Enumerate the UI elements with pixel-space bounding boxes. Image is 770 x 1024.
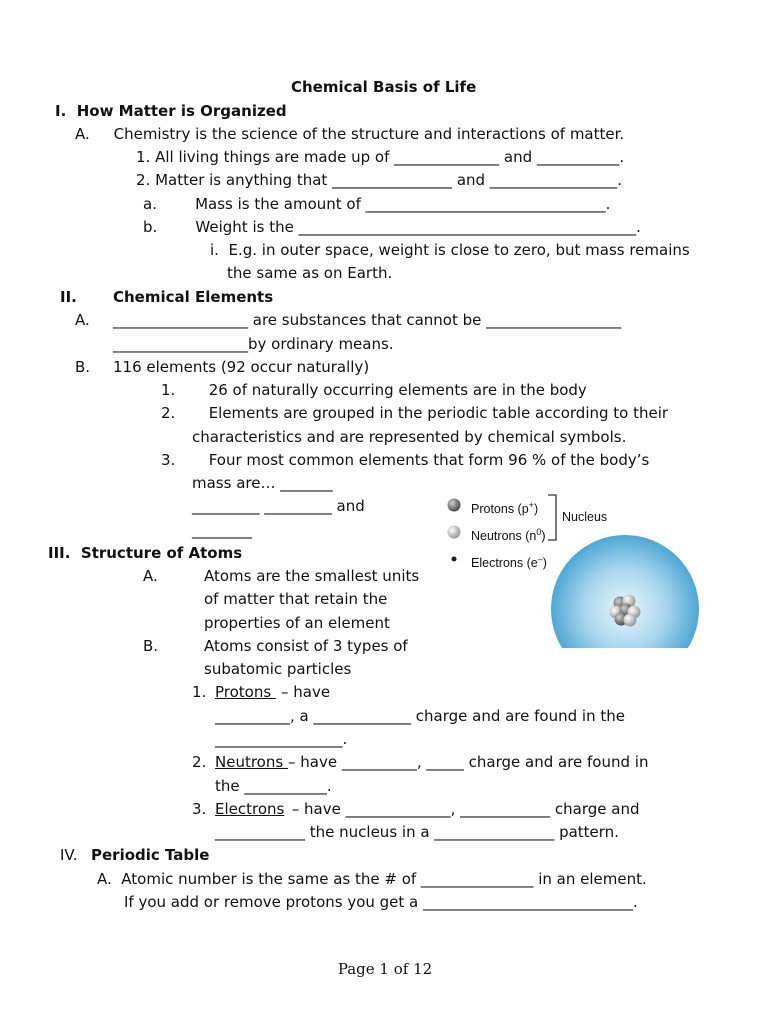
section-4-number: IV. [60,846,78,864]
section-3-item-b1-line2: __________, a _____________ charge and are found in the [215,707,625,725]
neutrons-term: Neutrons [215,753,288,771]
section-1-item-a2: 2. Matter is anything that ________________ and _________________. [136,171,623,189]
section-3-item-b-letter: B. [143,637,159,655]
neutrons-legend-close: ) [541,529,546,544]
section-2-item-b-letter: B. [75,358,91,376]
protons-legend-text: Protons (p [471,502,529,517]
electron-cloud [551,535,699,648]
electron-dot-icon [452,557,457,562]
page-title: Chemical Basis of Life [291,78,477,96]
section-1-item-a2b-i-line2: the same as on Earth. [227,264,393,282]
section-1-item-a1: 1. All living things are made up of ______________ and ___________. [136,148,625,166]
neutrons-legend-text: Neutrons (n [471,529,537,544]
section-2-item-b1: 1. 26 of naturally occurring elements are in the body [161,381,587,399]
section-3-item-b3-rest: – have ______________, ____________ charge and [287,800,640,818]
neutron-dot-icon [448,526,461,539]
section-2-number: II. [60,288,77,306]
nucleus-label: Nucleus [562,510,608,524]
electrons-legend-close: ) [542,556,547,571]
section-2-item-b3-line3: _________ _________ and [192,497,365,515]
section-3-item-b3-number: 3. [192,800,207,818]
section-2-item-b2-line1: 2. Elements are grouped in the periodic table according to their [161,404,669,422]
electrons-legend-sup: – [537,554,543,564]
section-1-item-a: A. Chemistry is the science of the structure and interactions of matter. [75,125,625,143]
neutrons-legend-sup: 0 [536,527,542,537]
section-3-item-a-line2: of matter that retain the [204,590,388,608]
section-1-item-a2b: b. Weight is the _____________________________________________. [143,218,641,236]
section-3-heading: III. Structure of Atoms [48,544,243,562]
section-1-item-a2a: a. Mass is the amount of ________________________________. [143,195,611,213]
section-3-item-a-line1: Atoms are the smallest units [204,567,420,585]
section-1-item-a2b-i-line1: i. E.g. in outer space, weight is close to zero, but mass remains [210,241,690,259]
section-3-item-b1-line3: _________________. [215,730,348,748]
section-2-item-b: 116 elements (92 occur naturally) [113,358,370,376]
section-4-heading: Periodic Table [91,846,210,864]
section-3-item-b2-rest: – have __________, _____ charge and are found in [288,753,649,771]
electrons-legend-text: Electrons (e [471,556,538,571]
section-2-item-b3-line4: ________ [192,521,252,539]
section-2-item-a-letter: A. [75,311,90,329]
section-3-item-b2-number: 2. [192,753,207,771]
section-2-item-a-line2: __________________by ordinary means. [113,335,394,353]
protons-term: Protons [215,683,276,701]
section-4-item-a-line2: If you add or remove protons you get a ____________________________. [124,893,638,911]
section-2-item-b3-line1: 3. Four most common elements that form 96 % of the body’s [161,451,650,469]
section-3-item-b-line2: subatomic particles [204,660,352,678]
section-2-item-b2-line2: characteristics and are represented by chemical symbols. [192,428,627,446]
neutrons-legend-label [471,525,546,543]
protons-legend-close: ) [533,502,539,517]
atom-diagram [438,488,710,648]
section-3-item-b1-rest: – have [281,683,331,701]
section-3-item-b3-line2: ____________ the nucleus in a ________________ pattern. [215,823,619,841]
section-3-item-a-line3: properties of an element [204,614,390,632]
proton-dot-icon [448,499,461,512]
section-2-item-a-line1: __________________ are substances that cannot be __________________ [113,311,622,329]
electrons-term: Electrons [215,800,285,818]
section-2-item-b3-line2: mass are… _______ [192,474,333,492]
section-3-item-b2-line2: the ___________. [215,777,332,795]
section-4-item-a-line1: A. Atomic number is the same as the # of _______________ in an element. [97,870,647,888]
page-footer: Page 1 of 12 [337,960,433,978]
nucleus-bracket [548,495,556,540]
protons-legend-sup: + [528,500,534,510]
section-3-item-b-line1: Atoms consist of 3 types of [204,637,408,655]
electrons-legend-label [471,552,547,570]
section-3-item-a-letter: A. [143,567,158,585]
section-1-heading: I. How Matter is Organized [55,102,287,120]
section-2-heading: Chemical Elements [113,288,274,306]
protons-legend-label [471,498,538,516]
section-3-item-b1-number: 1. [192,683,207,701]
